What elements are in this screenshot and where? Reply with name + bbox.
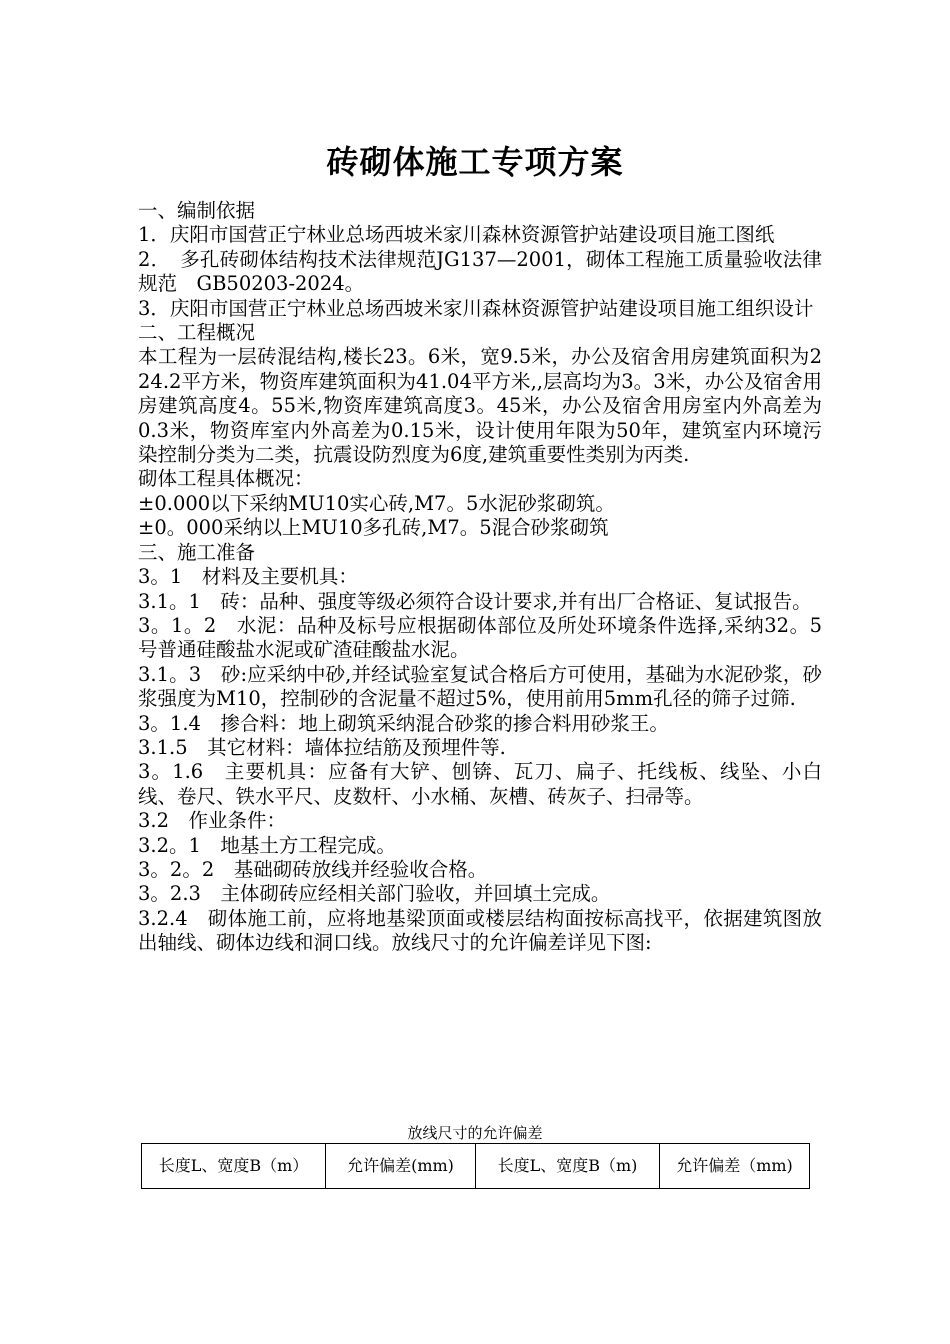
paragraph: 3.1。3 砂:应采纳中砂,并经试验室复试合格后方可使用，基础为水泥砂浆，砂浆强度为M10，控制砂的含泥量不超过5%，使用前用5mm孔径的筛子过筛. bbox=[138, 662, 822, 711]
paragraph: 3.2.4 砌体施工前，应将地基梁顶面或楼层结构面按标高找平，依据建筑图放出轴线、砌体边线和洞口线。放线尺寸的允许偏差详见下图: bbox=[138, 906, 822, 955]
table-header-row bbox=[142, 1144, 810, 1189]
paragraph: 本工程为一层砖混结构,楼长23。6米，宽9.5米，办公及宿舍用房建筑面积为224.2平方米，物资库建筑面积为41.04平方米,,层高均为3。3米，办公及宿舍用房建筑高度4。55米,物资库建筑高度3。45米，办公及宿舍用房室内外高差为0.3米，物资库室内外高差为0.15米，设计使用年限为50年，建筑室内环境污染控制分类为二类，抗震设防烈度为6度,建筑重要性类别为丙类. bbox=[138, 345, 822, 467]
document-body bbox=[138, 199, 822, 956]
tolerance-table bbox=[141, 1143, 810, 1189]
table-header-cell: 允许偏差(mm) bbox=[326, 1144, 476, 1189]
paragraph: 3．庆阳市国营正宁林业总场西坡米家川森林资源管护站建设项目施工组织设计 bbox=[138, 296, 814, 320]
table-header-cell: 允许偏差（mm) bbox=[660, 1144, 810, 1189]
paragraph: 3.2。1 地基土方工程完成。 bbox=[138, 833, 396, 857]
paragraph: 3.1.5 其它材料：墙体拉结筋及预埋件等. bbox=[138, 735, 506, 759]
section-heading: 二、工程概况 bbox=[138, 321, 256, 345]
paragraph: 1．庆阳市国营正宁林业总场西坡米家川森林资源管护站建设项目施工图纸 bbox=[138, 223, 775, 247]
table-header-cell: 长度L、宽度B（m) bbox=[476, 1144, 660, 1189]
paragraph: 3。2.3 主体砌砖应经相关部门验收，并回填土完成。 bbox=[138, 882, 611, 906]
section-heading: 三、施工准备 bbox=[138, 540, 256, 564]
paragraph: 3。1.6 主要机具：应备有大铲、刨锛、瓦刀、扁子、托线板、线坠、小白线、卷尺、铁水平尺、皮数杆、小水桶、灰槽、砖灰子、扫帚等。 bbox=[138, 760, 822, 808]
paragraph: 3。1。2 水泥：品种及标号应根据砌体部位及所处环境条件选择,采纳32。5号普通硅酸盐水泥或矿渣硅酸盐水泥。 bbox=[138, 613, 822, 662]
document-title: 砖砌体施工专项方案 bbox=[326, 143, 624, 181]
paragraph: 3。1.4 掺合料：地上砌筑采纳混合砂浆的掺合料用砂浆王。 bbox=[138, 711, 669, 735]
paragraph: ±0.000以下采纳MU10实心砖,M7。5水泥砂浆砌筑。 bbox=[138, 491, 615, 515]
paragraph: 2． 多孔砖砌体结构技术法律规范JG137—2001，砌体工程施工质量验收法律规范 GB50203-2024。 bbox=[138, 247, 822, 296]
section-heading: 一、编制依据 bbox=[138, 199, 256, 222]
paragraph: 砌体工程具体概况： bbox=[138, 467, 314, 491]
paragraph: 3.2 作业条件： bbox=[138, 809, 287, 833]
paragraph: 3。2。2 基础砌砖放线并经验收合格。 bbox=[138, 857, 488, 881]
paragraph: ±0。000采纳以上MU10多孔砖,M7。5混合砂浆砌筑 bbox=[138, 516, 609, 540]
paragraph: 3.1。1 砖：品种、强度等级必须符合设计要求,并有出厂合格证、复试报告。 bbox=[138, 589, 812, 613]
table-caption: 放线尺寸的允许偏差 bbox=[407, 1124, 543, 1142]
paragraph: 3。1 材料及主要机具： bbox=[138, 565, 358, 589]
table-header-cell: 长度L、宽度B（m） bbox=[142, 1144, 326, 1189]
